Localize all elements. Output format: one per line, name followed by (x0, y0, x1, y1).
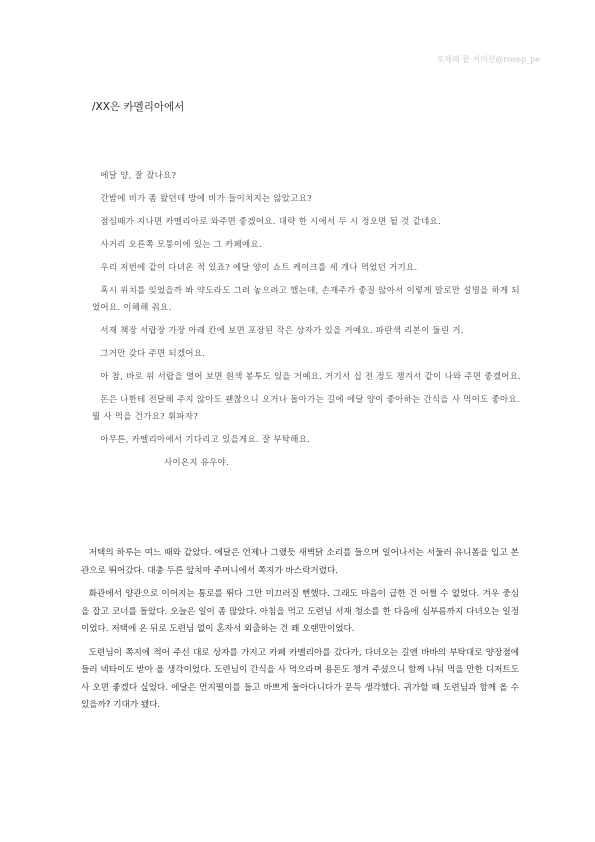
letter-signature: 사이온지 유우야. (164, 457, 230, 467)
letter-paragraph: 그거만 갖다 주면 되겠어요. (100, 348, 206, 358)
story-body (81, 545, 519, 721)
letter-paragraph: 아무튼, 카멜리아에서 기다리고 있을게요. 잘 부탁해요. (100, 434, 311, 444)
letter-paragraph: 간밤에 비가 좀 왔던데 방에 비가 들이치지는 않았고요? (100, 193, 312, 203)
story-paragraph: 저택의 하루는 여느 때와 같았다. 에달은 언제나 그랬듯 새벽닭 소리를 들으며 일어나서는 서둘러 유니폼을 입고 본관으로 뛰어갔다. 대충 두른 앞치마 주머니에서 쪽지가 바스락거렸다. (81, 548, 519, 576)
story-paragraph: 화관에서 양관으로 이어지는 통로를 뛰다 그만 미끄러질 뻔했다. 그래도 마음이 급한 건 어쩔 수 없었다. 겨우 중심을 잡고 코너를 돌았다. 오늘은 일이 좀 많았다. 아침을 먹고 도련님 서재 청소를 한 다음에 심부름까지 다녀오는 일정이었다. 저택에 온 뒤로 도련님 없이 혼자서 외출하는 건 꽤 오랜만이었다. (81, 589, 519, 634)
letter-paragraph: 사거리 오른쪽 모퉁이에 있는 그 카페예요. (100, 239, 262, 249)
watermark-text: 로제페 끝 커미션@rosep_pe (436, 55, 540, 64)
document-title: /XX은 카멜리아에서 (92, 101, 185, 113)
letter-paragraph: 에달 양, 잘 잤나요? (100, 170, 177, 180)
letter-paragraph: 아 참, 바로 위 서랍을 열어 보면 흰색 봉투도 있을 거예요. 거기서 십 전 정도 챙겨서 같이 나와 주면 좋겠어요. (100, 371, 522, 381)
letter-paragraph: 점심때가 지나면 카멜리아로 와주면 좋겠어요. 대략 한 시에서 두 시 정오면 될 것 같네요. (100, 216, 441, 226)
letter-paragraph: 혹시 위치를 잊었을까 봐 약도라도 그려 놓으려고 했는데, 손재주가 좋질 않아서 이렇게 말로만 설명을 하게 되었어요. 이해해 줘요. (92, 285, 520, 312)
letter-paragraph: 우리 저번에 같이 다녀온 적 있죠? 에달 양이 쇼트 케이크를 세 개나 먹었던 거기요. (100, 262, 418, 272)
letter-paragraph: 돈은 나한테 전달해 주지 않아도 괜찮으니 오거나 돌아가는 길에 에달 양이 좋아하는 간식을 사 먹어도 좋아요. 뭘 사 먹을 건가요? 휘파자? (92, 394, 520, 421)
story-paragraph: 도련님이 쪽지에 적어 주신 대로 상자를 가지고 카페 카멜리아를 갔다가, 다녀오는 길엔 바바의 부탁대로 양장점에 들러 넥타이도 받아 올 생각이었다. 도련님이 간식을 사 먹으라며 용돈도 챙겨 주셨으니 함께 나눠 먹을 만한 디저트도 사 오면 좋겠다 싶었다. 에달은 먼지떨이를 들고 바쁘게 돌아다니다가 문득 생각했다. 귀가할 때 도련님과 함께 올 수 있을까? 기대가 됐다. (81, 647, 519, 710)
letter-paragraph: 서재 책장 서랍장 가장 아래 칸에 보면 포장된 작은 상자가 있을 거예요. 파란색 리본이 둘린 거. (100, 325, 464, 335)
letter-block (92, 167, 522, 477)
